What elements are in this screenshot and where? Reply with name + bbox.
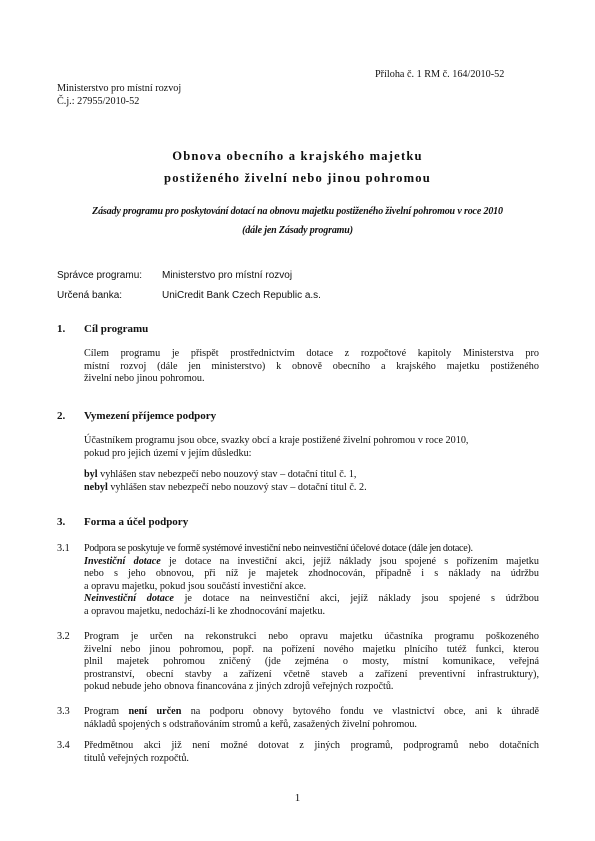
condition-item xyxy=(84,469,544,482)
section-number: 1. xyxy=(57,323,66,335)
subsection-paragraph xyxy=(84,706,539,731)
subsection-number: 3.3 xyxy=(57,706,70,717)
bank-label: Určená banka: xyxy=(57,290,123,301)
ministry-label: Ministerstvo pro místní rozvoj xyxy=(57,83,182,94)
document-title-line2: postiženého živelní nebo jinou pohromou xyxy=(164,171,431,185)
condition-item xyxy=(84,482,544,495)
administrator-label: Správce programu: xyxy=(57,270,143,281)
paragraph-line: nákladů spojených s odstraňováním stromů a keřů, zasažených živelní pohromou. xyxy=(84,718,417,730)
recipient-conditions xyxy=(84,469,544,494)
paragraph-line: nebo s jeho obnovou, při níž je majetek zhodnocován, případně i s náklady na údržbu xyxy=(84,568,539,580)
paragraph-line xyxy=(84,706,539,719)
section-title: Vymezení příjemce podpory xyxy=(84,410,217,422)
page-number: 1 xyxy=(294,792,301,804)
paragraph-text: je dotace na neinvestiční akci, jejíž náklady jsou spojené s údržbou xyxy=(173,593,539,605)
reference-number: Č.j.: 27955/2010-52 xyxy=(57,96,140,107)
subsection-number: 3.2 xyxy=(57,631,70,642)
paragraph-line: titulů veřejných rozpočtů. xyxy=(84,752,189,764)
section-title: Cíl programu xyxy=(84,323,149,335)
document-title-line1: Obnova obecního a krajského majetku xyxy=(172,149,423,163)
paragraph-line xyxy=(84,593,539,606)
condition-keyword: nebyl xyxy=(84,481,108,493)
condition-keyword: byl xyxy=(84,469,98,480)
paragraph-text: je dotace na investiční akci, jejíž náklady jsou spojené s pořízením majetku xyxy=(160,555,539,567)
section-number: 2. xyxy=(57,410,66,422)
paragraph-text: na podporu obnovy bytového fondu ve vlastnictví obce, ani k úhradě xyxy=(181,706,539,717)
paragraph-line: Cílem programu je přispět prostřednictvím dotace z rozpočtové kapitoly Ministerstva pro xyxy=(84,348,539,359)
paragraph-line: prostranství, obecní stavby a zařízení včetně staveb a zařízení preventivní infrastruktury), xyxy=(84,668,539,680)
subsection-paragraph xyxy=(84,740,539,765)
paragraph-line: plnil majetek pohromou zničený (jde zejména o mosty, místní komunikace, veřejná xyxy=(84,656,539,668)
condition-text: vyhlášen stav nebezpečí nebo nouzový stav – dotační titul č. 2. xyxy=(107,481,367,493)
paragraph-line: Podpora se poskytuje ve formě systémové investiční nebo neinvestiční účelové dotace (dále jen dotace). xyxy=(84,543,473,554)
subsection-number: 3.1 xyxy=(57,543,70,554)
section-number: 3. xyxy=(57,516,66,528)
paragraph-line: Účastníkem programu jsou obce, svazky obcí a kraje postižené živelní pohromou v roce 2010, xyxy=(84,435,469,446)
paragraph-line: Předmětnou akci již není možné dotovat z jiných programů, podprogramů nebo dotačních xyxy=(84,740,539,751)
paragraph-line: pokud pro jejich území v jejím důsledku: xyxy=(84,447,252,459)
document-subtitle-line1: Zásady programu pro poskytování dotací na obnovu majetku postiženého živelní pohromou v roce 2010 xyxy=(92,206,503,217)
paragraph-line: místní rozvoj (dále jen ministerstvo) k obnově obecního a krajského majetku postiženého xyxy=(84,360,539,372)
document-subtitle-line2: (dále jen Zásady programu) xyxy=(242,225,353,236)
subsection-number: 3.4 xyxy=(57,740,70,751)
term-noninvestment-subsidy: Neinvestiční dotace xyxy=(84,593,174,605)
paragraph-line: Program je určen na rekonstrukci nebo opravu majetku účastníka programu poškozeného xyxy=(84,631,539,642)
attachment-label: Příloha č. 1 RM č. 164/2010-52 xyxy=(375,69,505,80)
paragraph-line: a opravou majetku, nedochází-li ke zhodnocování majetku. xyxy=(84,605,326,617)
paragraph-line: a opravu majetku, pokud jsou součástí investiční akce. xyxy=(84,580,307,592)
paragraph-line: živelní nebo jinou pohromou, popř. na pořízení nového majetku plnícího tutéž funkci, kterou xyxy=(84,643,539,655)
bank-value: UniCredit Bank Czech Republic a.s. xyxy=(162,290,321,301)
paragraph-line: živelní nebo jinou pohromou. xyxy=(84,373,205,385)
subsection-paragraph xyxy=(84,631,539,694)
paragraph-line: pokud nebude jeho obnova financována z jiných zdrojů veřejných rozpočtů. xyxy=(84,681,394,693)
emphasis-not-intended: není určen xyxy=(128,706,182,717)
paragraph-line xyxy=(84,556,539,569)
paragraph-text: Program xyxy=(84,706,129,717)
administrator-value: Ministerstvo pro místní rozvoj xyxy=(162,270,293,281)
subsection-paragraph xyxy=(84,543,539,619)
term-investment-subsidy: Investiční dotace xyxy=(84,555,161,567)
section-title: Forma a účel podpory xyxy=(84,516,189,528)
section-paragraph xyxy=(84,435,544,460)
condition-text: vyhlášen stav nebezpečí nebo nouzový stav – dotační titul č. 1, xyxy=(97,469,357,480)
section-paragraph xyxy=(84,348,539,386)
